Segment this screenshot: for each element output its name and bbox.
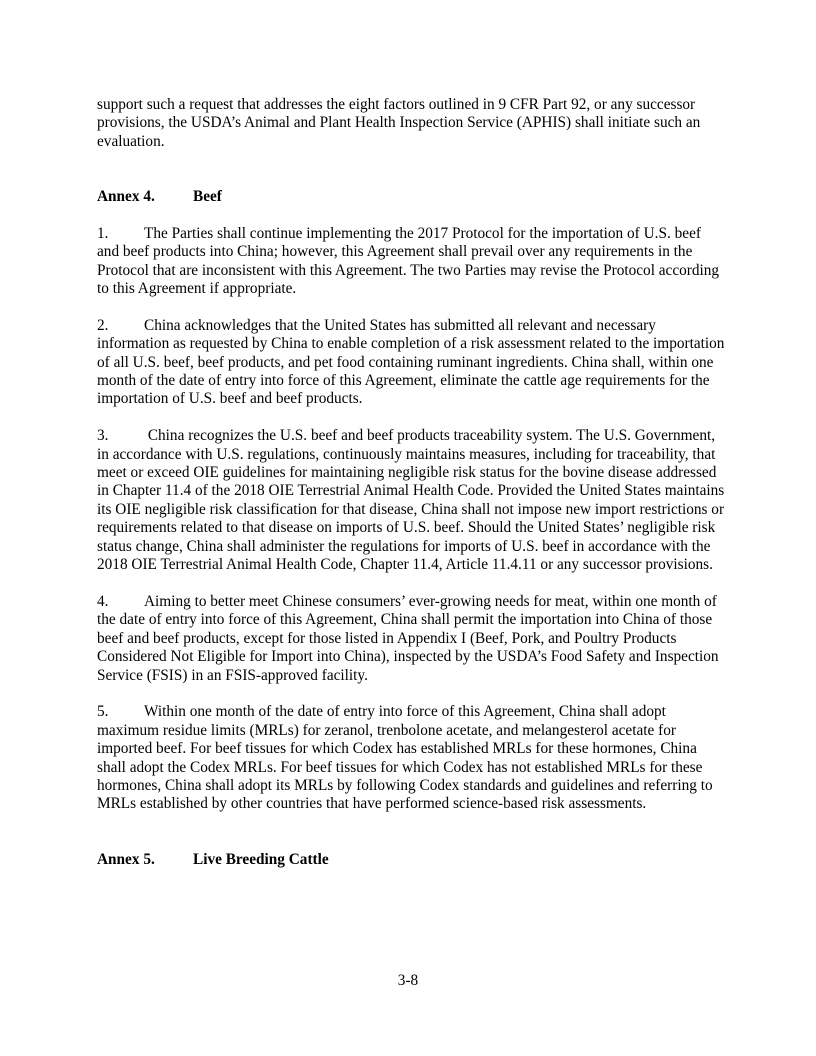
paragraph-4-text: Aiming to better meet Chinese consumers’ ever-growing needs for meat, within one month of the date of entry into force of this Agreement, China shall permit the importation into China of those beef and beef products, except for those listed in Appendix I (Beef, Pork, and Poultry Products Considered Not Eligible for Import into China), inspected by the USDA’s Food Safety and Inspection Service (FSIS) in an FSIS-approved facility. [97,592,719,684]
spacer [97,832,726,850]
page-number: 3-8 [397,972,419,989]
annex-5-heading [97,851,726,869]
paragraph-5-text: Within one month of the date of entry into force of this Agreement, China shall adopt maximum residue limits (MRLs) for zeranol, trenbolone acetate, and melangesterol acetate for imported beef. For beef tissues for which Codex has established MRLs for these hormones, China shall adopt the Codex MRLs. For beef tissues for which Codex has not established MRLs for these hormones, China shall adopt its MRLs by following Codex standards and guidelines and referring to MRLs established by other countries that have performed science-based risk assessments. [97,703,713,813]
paragraph-1 [97,225,726,299]
paragraph-3 [97,427,726,574]
paragraph-2 [97,317,726,409]
annex-4-title: Beef [193,188,222,205]
paragraph-1-text: The Parties shall continue implementing the 2017 Protocol for the importation of U.S. beef and beef products into China; however, this Agreement shall prevail over any requirements in the Protocol that are inconsistent with this Agreement. The two Parties may revise the Protocol according to this Agreement if appropriate. [97,224,720,298]
annex-5-number: Annex 5. [97,850,155,868]
paragraph-3-text: China recognizes the U.S. beef and beef products traceability system. The U.S. Government, in accordance with U.S. regulations, continuously maintains measures, including for traceability, that meet or exceed OIE guidelines for maintaining negligible risk status for the bovine disease addressed in Chapter 11.4 of the 2018 OIE Terrestrial Animal Health Code. Provided the United States maintains its OIE negligible risk classification for that disease, China shall not impose new import restrictions or requirements related to that disease on imports of U.S. beef. Should the United States’ negligible risk status change, China shall administer the regulations for imports of U.S. beef in accordance with the 2018 OIE Terrestrial Animal Health Code, Chapter 11.4, Article 11.4.11 or any successor provisions. [97,427,725,574]
paragraph-1-number: 1. [97,224,109,242]
spacer [97,170,726,188]
paragraph-4-number: 4. [97,592,109,610]
annex-4-number: Annex 4. [97,188,155,205]
paragraph-5 [97,703,726,813]
paragraph-2-text: China acknowledges that the United States has submitted all relevant and necessary information as requested by China to enable completion of a risk assessment related to the importation of all U.S. beef, beef products, and pet food containing ruminant ingredients. China shall, within one month of the date of entry into force of this Agreement, eliminate the cattle age requirements for the importation of U.S. beef and beef products. [97,316,725,408]
paragraph-5-number: 5. [97,703,109,721]
intro-paragraph: support such a request that addresses the eight factors outlined in 9 CFR Part 92, or any successor provisions, the USDA’s Animal and Plant Health Inspection Service (APHIS) shall initiate such an evaluation. [97,96,701,150]
paragraph-4 [97,593,726,685]
paragraph-2-number: 2. [97,316,109,334]
paragraph-3-number: 3. [97,427,109,445]
annex-5-title: Live Breeding Cattle [193,850,329,868]
annex-4-heading [97,188,726,206]
